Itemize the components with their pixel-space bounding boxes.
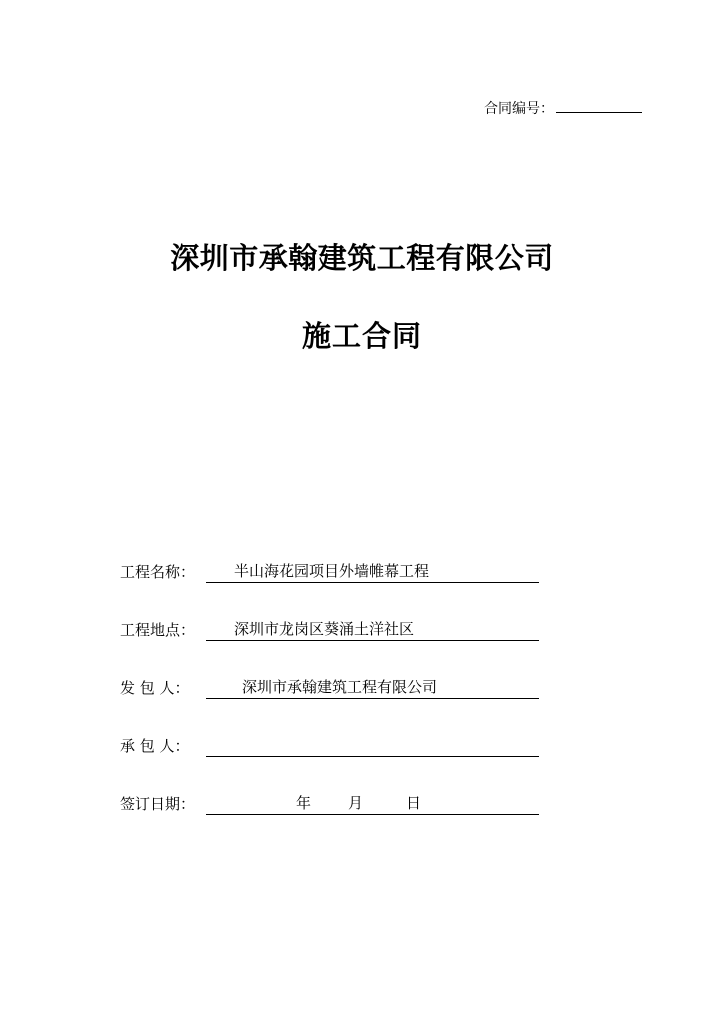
contractor-label: 承 包 人： (120, 737, 190, 755)
contract-number-label: 合同编号： (484, 101, 554, 117)
company-title: 深圳市承翰建筑工程有限公司 (170, 241, 554, 275)
sign-date-label: 签订日期： (120, 795, 196, 813)
employer-label: 发 包 人： (120, 679, 190, 697)
document-title: 施工合同 (301, 319, 422, 353)
employer-line (206, 676, 539, 699)
sign-date-line (206, 792, 539, 815)
sign-date-month: 月 (348, 794, 364, 812)
contract-number-blank (556, 96, 642, 113)
employer-value: 深圳市承翰建筑工程有限公司 (242, 678, 438, 696)
contractor-line (206, 734, 539, 757)
contract-number (484, 96, 642, 119)
project-name-value: 半山海花园项目外墙帷幕工程 (234, 562, 430, 580)
project-location-value: 深圳市龙岗区葵涌土洋社区 (234, 620, 415, 638)
project-location-line (206, 618, 539, 641)
project-location-label: 工程地点： (120, 621, 196, 639)
sign-date-day: 日 (406, 794, 422, 812)
project-name-label: 工程名称： (120, 563, 196, 581)
sign-date-year: 年 (296, 794, 312, 812)
project-name-line (206, 560, 539, 583)
